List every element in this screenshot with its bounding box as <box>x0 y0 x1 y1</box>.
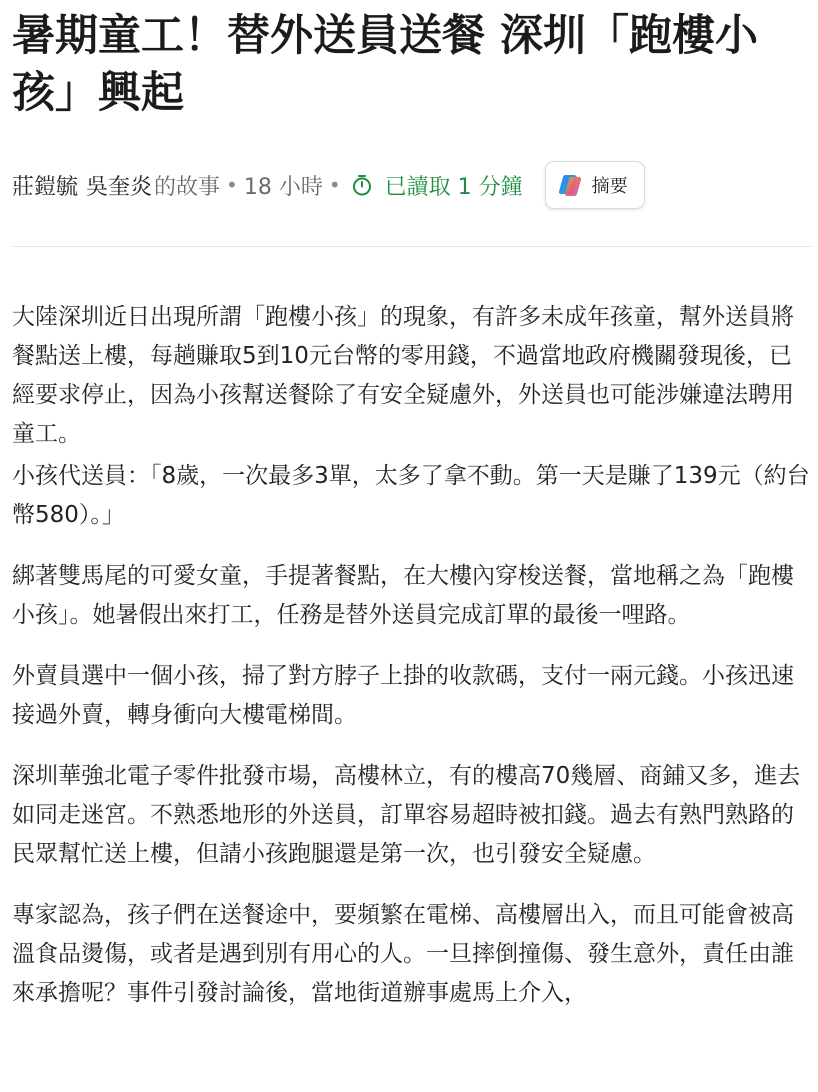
article-paragraph: 深圳華強北電子零件批發市場，高樓林立，有的樓高70幾層、商鋪又多，進去如同走迷宮。不熟悉地形的外送員，訂單容易超時被扣錢。過去有熟門熟路的民眾幫忙送上樓，但請小孩跑腿還是第一次，也引發安全疑慮。 <box>12 763 801 867</box>
byline <box>12 160 812 210</box>
stopwatch-icon <box>351 174 373 196</box>
byline-separator: • <box>226 173 238 197</box>
author-name[interactable]: 莊鎧毓 <box>12 174 79 200</box>
copilot-icon <box>556 170 586 200</box>
article-body <box>12 298 812 1013</box>
article <box>12 0 812 1006</box>
story-suffix: 的故事 <box>154 174 221 200</box>
byline-separator: • <box>328 173 341 197</box>
divider <box>12 246 812 247</box>
article-paragraph: 大陸深圳近日出現所謂「跑樓小孩」的現象，有許多未成年孩童，幫外送員將餐點送上樓，每趟賺取5到10元台幣的零用錢，不過當地政府機關發現後，已經要求停止，因為小孩幫送餐除了有安全疑慮外，外送員也可能涉嫌違法聘用童工。 <box>12 304 794 447</box>
read-time <box>351 170 523 201</box>
summary-button[interactable] <box>545 161 645 209</box>
article-paragraph: 小孩代送員：「8歲，一次最多3單，太多了拿不動。第一天是賺了139元（約台幣580）。」 <box>12 463 810 528</box>
article-paragraph: 外賣員選中一個小孩，掃了對方脖子上掛的收款碼，支付一兩元錢。小孩迅速接過外賣，轉身衝向大樓電梯間。 <box>12 663 794 728</box>
article-title: 暑期童工！替外送員送餐 深圳「跑樓小孩」興起 <box>12 11 758 118</box>
summary-button-label: 摘要 <box>591 176 628 196</box>
read-time-label: 已讀取 1 分鐘 <box>384 174 523 200</box>
author-name[interactable]: 吳奎炎 <box>86 174 153 200</box>
article-paragraph: 專家認為，孩子們在送餐途中，要頻繁在電梯、高樓層出入，而且可能會被高溫食品燙傷，或者是遇到別有用心的人。一旦摔倒撞傷、發生意外，責任由誰來承擔呢？事件引發討論後，當地街道辦事處馬上介入， <box>12 902 794 1006</box>
article-paragraph: 綁著雙馬尾的可愛女童，手提著餐點，在大樓內穿梭送餐，當地稱之為「跑樓小孩」。她暑假出來打工，任務是替外送員完成訂單的最後一哩路。 <box>12 563 794 628</box>
publish-time: 18 小時 <box>243 174 323 200</box>
